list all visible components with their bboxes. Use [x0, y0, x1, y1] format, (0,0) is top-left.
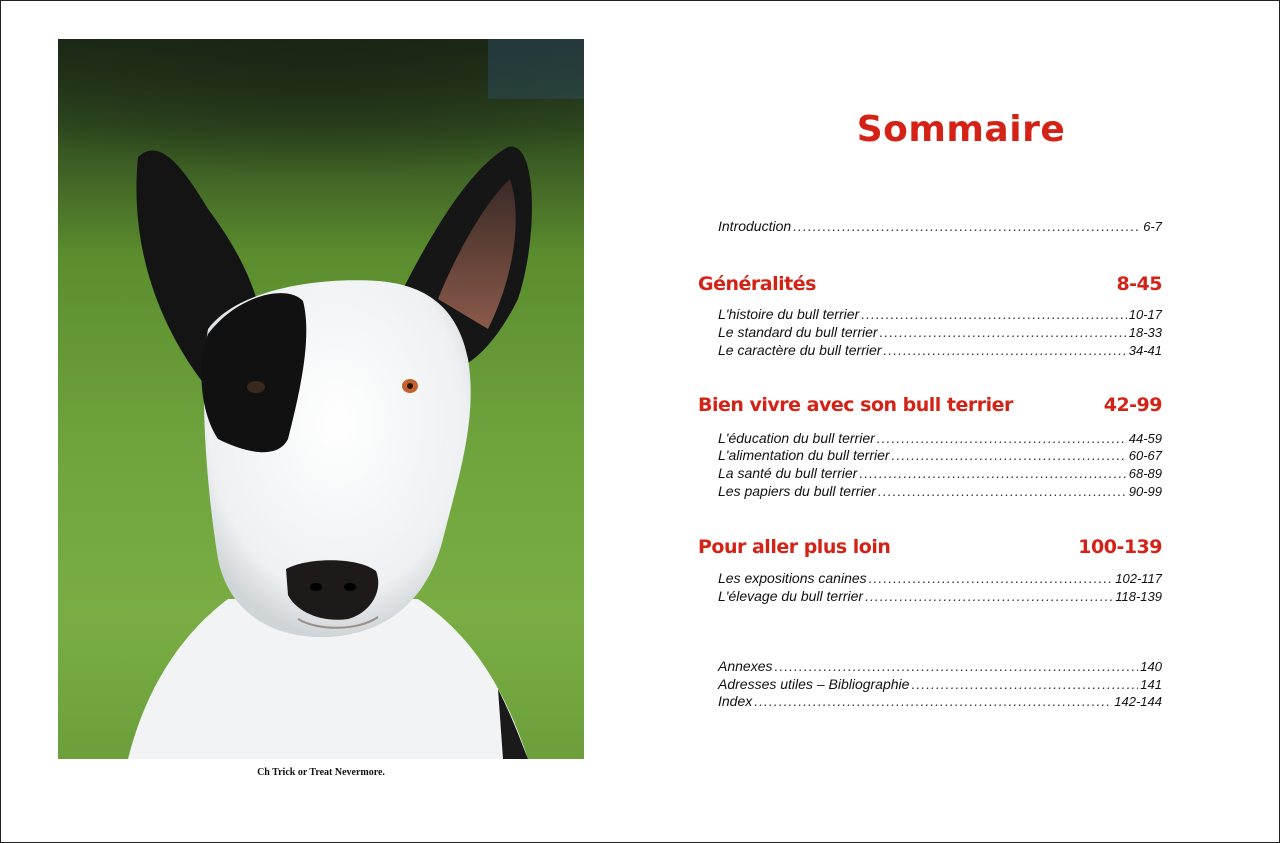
dot-leader [861, 306, 1127, 322]
toc-entry-label: Introduction [718, 218, 792, 234]
toc-entry-pages: 68-89 [1128, 466, 1162, 481]
dot-leader [754, 693, 1112, 709]
dot-leader [883, 342, 1126, 358]
toc-entry-pages: 10-17 [1128, 307, 1162, 322]
photo-caption: Ch Trick or Treat Nevermore. [257, 767, 385, 778]
toc-entry-pages: 60-67 [1128, 448, 1162, 463]
toc-entry-pages: 6-7 [1143, 219, 1162, 234]
section-heading-bien-vivre[interactable] [698, 394, 1162, 418]
toc-entry-pages: 34-41 [1128, 343, 1162, 358]
toc-entry[interactable] [718, 588, 1162, 606]
section-title: Bien vivre avec son bull terrier [698, 394, 1013, 416]
toc-entry-label: Index [718, 693, 753, 709]
toc-entry[interactable] [718, 430, 1162, 448]
dot-leader [892, 447, 1127, 463]
toc-entry-label: Adresses utiles – Bibliographie [718, 676, 910, 692]
section-pages: 8-45 [1116, 273, 1162, 295]
toc-entry-pages: 140 [1140, 659, 1162, 674]
section-pages: 42-99 [1103, 394, 1162, 416]
toc-entry[interactable] [718, 306, 1162, 324]
toc-entry[interactable] [718, 324, 1162, 342]
bull-terrier-photo [58, 39, 584, 759]
toc-entry-pages: 141 [1140, 677, 1162, 692]
toc-entry-label: L'éducation du bull terrier [718, 430, 875, 446]
section-title: Pour aller plus loin [698, 536, 891, 558]
toc-entry-annexes[interactable] [718, 658, 1162, 676]
dot-leader [793, 218, 1141, 234]
toc-entry-label: L'élevage du bull terrier [718, 588, 864, 604]
toc-entry[interactable] [718, 483, 1162, 501]
dot-leader [869, 570, 1114, 586]
toc-entry-pages: 118-139 [1115, 589, 1162, 604]
toc-entry[interactable] [718, 447, 1162, 465]
toc-entry[interactable] [718, 465, 1162, 483]
toc-entry-label: La santé du bull terrier [718, 465, 858, 481]
toc-entry-label: Le caractère du bull terrier [718, 342, 882, 358]
toc-entry-adresses[interactable] [718, 676, 1162, 694]
toc-entry-label: L'histoire du bull terrier [718, 306, 860, 322]
toc-entry-pages: 44-59 [1128, 431, 1162, 446]
toc-entry-pages: 90-99 [1128, 484, 1162, 499]
toc-entry[interactable] [718, 570, 1162, 588]
page-title: Sommaire [856, 109, 1066, 150]
dot-leader [880, 324, 1127, 340]
dot-leader [774, 658, 1138, 674]
toc-entry-label: Les papiers du bull terrier [718, 483, 876, 499]
toc-entry-label: Les expositions canines [718, 570, 867, 586]
section-pages: 100-139 [1078, 536, 1162, 558]
dot-leader [877, 430, 1127, 446]
dot-leader [859, 465, 1126, 481]
section-heading-generalites[interactable] [698, 273, 1162, 297]
dot-leader [865, 588, 1113, 604]
toc-entry-label: L'alimentation du bull terrier [718, 447, 890, 463]
toc-entry-index[interactable] [718, 693, 1162, 711]
dog-illustration [58, 39, 584, 759]
toc-entry-pages: 102-117 [1115, 571, 1162, 586]
toc-entry-label: Annexes [718, 658, 773, 674]
dot-leader [911, 676, 1138, 692]
toc-entry[interactable] [718, 342, 1162, 360]
dot-leader [878, 483, 1127, 499]
section-title: Généralités [698, 273, 816, 295]
toc-entry-pages: 18-33 [1128, 325, 1162, 340]
toc-entry-introduction[interactable] [718, 218, 1162, 236]
section-heading-pour-aller-plus-loin[interactable] [698, 536, 1162, 560]
toc-entry-label: Le standard du bull terrier [718, 324, 878, 340]
toc-entry-pages: 142-144 [1114, 694, 1162, 709]
